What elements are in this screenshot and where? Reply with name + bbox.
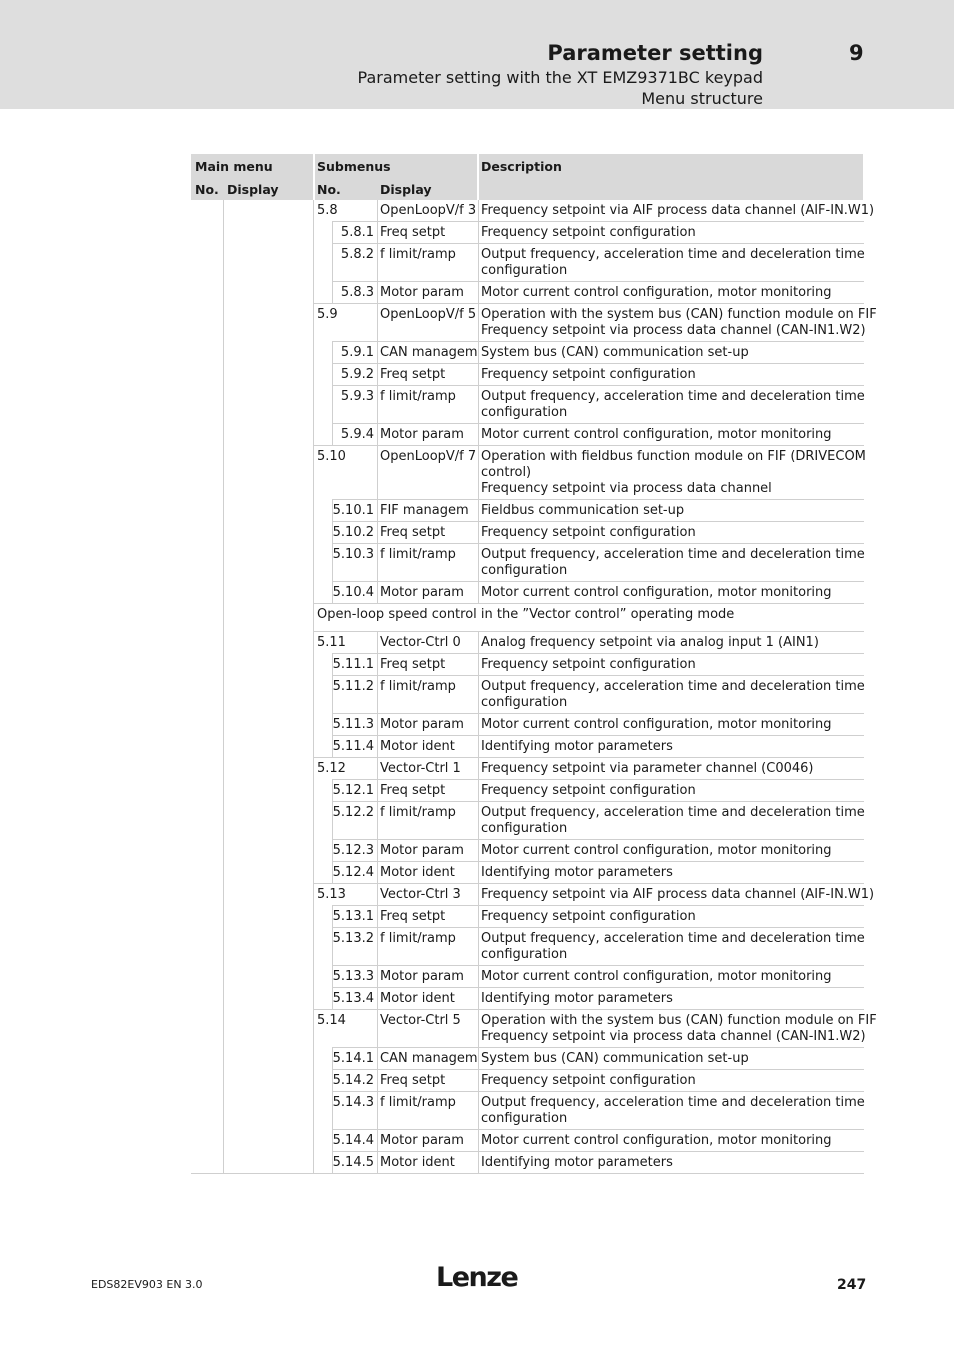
submenu-description: configuration	[481, 405, 568, 420]
submenu-description: Analog frequency setpoint via analog input 1 (AIN1)	[481, 635, 819, 650]
submenu-display: Motor ident	[380, 991, 455, 1006]
row-divider	[332, 363, 864, 364]
column-divider	[478, 840, 479, 862]
column-divider	[332, 500, 333, 522]
submenu-number: 5.9.4	[340, 427, 374, 442]
column-divider	[332, 1070, 333, 1092]
column-divider	[478, 1048, 479, 1070]
submenu-number: 5.13.2	[332, 931, 374, 946]
submenu-number: 5.12.4	[332, 865, 374, 880]
column-divider	[377, 988, 378, 1010]
submenu-number: 5.14.2	[332, 1073, 374, 1088]
column-divider	[377, 654, 378, 676]
column-divider	[377, 1070, 378, 1092]
column-divider	[377, 780, 378, 802]
column-divider	[332, 714, 333, 736]
submenu-number: 5.14.4	[332, 1133, 374, 1148]
column-divider	[332, 364, 333, 386]
submenu-display: f limit/ramp	[380, 679, 456, 694]
column-divider	[332, 988, 333, 1010]
submenu-description: Operation with the system bus (CAN) function module on FIF	[481, 307, 877, 322]
column-divider	[332, 736, 333, 758]
submenu-description: Output frequency, acceleration time and deceleration time	[481, 1095, 865, 1110]
column-divider	[332, 654, 333, 676]
column-divider	[332, 966, 333, 988]
row-divider	[332, 499, 864, 500]
submenu-display: Freq setpt	[380, 1073, 446, 1088]
submenu-description: configuration	[481, 563, 568, 578]
row-divider	[332, 927, 864, 928]
column-divider	[332, 1152, 333, 1174]
column-divider	[377, 282, 378, 304]
column-divider	[377, 222, 378, 244]
row-divider	[332, 965, 864, 966]
column-divider	[377, 966, 378, 988]
submenu-display: Freq setpt	[380, 367, 446, 382]
column-divider	[377, 424, 378, 446]
column-divider	[478, 446, 479, 500]
header-submenus: Submenus	[317, 159, 391, 174]
submenu-description: configuration	[481, 1111, 568, 1126]
column-divider	[377, 446, 378, 500]
column-divider	[478, 1152, 479, 1174]
submenu-number: 5.12.3	[332, 843, 374, 858]
row-divider	[313, 445, 864, 446]
column-divider	[478, 884, 479, 906]
submenu-description: Frequency setpoint configuration	[481, 367, 696, 382]
submenu-number: 5.12	[317, 761, 346, 776]
submenu-description: Output frequency, acceleration time and deceleration time	[481, 931, 865, 946]
submenu-description: Operation with fieldbus function module on FIF (DRIVECOM	[481, 449, 866, 464]
submenu-number: 5.13.3	[332, 969, 374, 984]
submenu-display: Motor param	[380, 585, 464, 600]
column-divider	[478, 676, 479, 714]
column-divider	[377, 522, 378, 544]
column-divider	[377, 758, 378, 780]
column-divider	[377, 802, 378, 840]
row-divider	[332, 281, 864, 282]
column-divider	[377, 1010, 378, 1048]
submenu-description: Motor current control configuration, motor monitoring	[481, 843, 832, 858]
submenu-display: f limit/ramp	[380, 389, 456, 404]
row-divider	[332, 1047, 864, 1048]
chapter-title: Parameter setting	[547, 41, 763, 65]
submenu-description: Output frequency, acceleration time and deceleration time	[481, 247, 865, 262]
submenu-display: Freq setpt	[380, 525, 446, 540]
submenu-number: 5.9.2	[340, 367, 374, 382]
column-divider	[478, 988, 479, 1010]
submenu-description: Motor current control configuration, motor monitoring	[481, 1133, 832, 1148]
column-divider	[478, 222, 479, 244]
submenu-number: 5.13	[317, 887, 346, 902]
submenu-display: Motor ident	[380, 865, 455, 880]
row-divider	[332, 1091, 864, 1092]
column-divider	[377, 304, 378, 342]
submenu-display: f limit/ramp	[380, 547, 456, 562]
submenu-display: f limit/ramp	[380, 247, 456, 262]
row-divider	[313, 603, 864, 604]
row-divider	[332, 385, 864, 386]
column-divider	[377, 200, 378, 222]
submenu-display: Freq setpt	[380, 909, 446, 924]
row-divider	[332, 341, 864, 342]
submenu-description: System bus (CAN) communication set-up	[481, 345, 749, 360]
submenu-display: Motor param	[380, 285, 464, 300]
column-divider	[332, 802, 333, 840]
column-divider	[332, 780, 333, 802]
row-divider	[332, 243, 864, 244]
submenu-description: Fieldbus communication set-up	[481, 503, 685, 518]
row-divider	[332, 987, 864, 988]
column-divider	[478, 1130, 479, 1152]
row-divider	[332, 713, 864, 714]
column-divider	[478, 200, 479, 222]
submenu-description: configuration	[481, 695, 568, 710]
row-divider	[191, 1173, 864, 1174]
submenu-description: Motor current control configuration, motor monitoring	[481, 969, 832, 984]
submenu-display: CAN managem	[380, 1051, 478, 1066]
row-divider	[332, 1069, 864, 1070]
column-divider	[377, 862, 378, 884]
column-divider	[478, 424, 479, 446]
page-header	[0, 0, 954, 109]
row-divider	[332, 543, 864, 544]
row-divider	[313, 303, 864, 304]
row-divider	[332, 221, 864, 222]
column-divider	[478, 582, 479, 604]
column-divider	[478, 500, 479, 522]
column-divider	[313, 200, 314, 1174]
submenu-display: Vector-Ctrl 3	[380, 887, 461, 902]
subsection-title: Menu structure	[641, 89, 763, 108]
row-divider	[313, 757, 864, 758]
column-divider	[478, 364, 479, 386]
lenze-logo: Lenze	[436, 1262, 518, 1293]
submenu-description: Identifying motor parameters	[481, 865, 673, 880]
section-title: Parameter setting with the XT EMZ9371BC keypad	[357, 68, 763, 87]
submenu-description: control)	[481, 465, 532, 480]
column-divider	[377, 386, 378, 424]
row-divider	[332, 1151, 864, 1152]
column-divider	[478, 654, 479, 676]
column-divider	[332, 1130, 333, 1152]
submenu-description: System bus (CAN) communication set-up	[481, 1051, 749, 1066]
row-divider	[332, 839, 864, 840]
header-sub-display: Display	[380, 182, 432, 197]
header-main-menu: Main menu	[195, 159, 273, 174]
submenu-number: 5.13.4	[332, 991, 374, 1006]
row-divider	[332, 653, 864, 654]
row-divider	[332, 581, 864, 582]
submenu-number: 5.10.4	[332, 585, 374, 600]
row-divider	[332, 779, 864, 780]
column-divider	[478, 758, 479, 780]
column-divider	[332, 928, 333, 966]
submenu-description: Identifying motor parameters	[481, 991, 673, 1006]
submenu-display: Freq setpt	[380, 783, 446, 798]
column-divider	[377, 1152, 378, 1174]
submenu-number: 5.8.1	[340, 225, 374, 240]
column-divider	[478, 244, 479, 282]
submenu-display: Motor param	[380, 969, 464, 984]
submenu-number: 5.14.1	[332, 1051, 374, 1066]
submenu-description: Motor current control configuration, motor monitoring	[481, 427, 832, 442]
submenu-display: Vector-Ctrl 5	[380, 1013, 461, 1028]
column-divider	[478, 780, 479, 802]
column-divider	[377, 1092, 378, 1130]
column-divider	[332, 544, 333, 582]
submenu-description: Operation with the system bus (CAN) function module on FIF	[481, 1013, 877, 1028]
column-divider	[478, 714, 479, 736]
submenu-number: 5.8.2	[340, 247, 374, 262]
submenu-description: Frequency setpoint configuration	[481, 225, 696, 240]
column-divider	[377, 676, 378, 714]
submenu-description: Frequency setpoint via process data channel (CAN-IN1.W2)	[481, 1029, 866, 1044]
submenu-display: Vector-Ctrl 1	[380, 761, 461, 776]
submenu-number: 5.11.2	[332, 679, 374, 694]
submenu-description: configuration	[481, 821, 568, 836]
column-divider	[478, 736, 479, 758]
column-divider	[332, 282, 333, 304]
submenu-display: f limit/ramp	[380, 805, 456, 820]
column-divider	[478, 282, 479, 304]
row-divider	[332, 735, 864, 736]
submenu-display: Motor param	[380, 1133, 464, 1148]
column-divider	[478, 632, 479, 654]
header-main-display: Display	[227, 182, 279, 197]
submenu-number: 5.10.3	[332, 547, 374, 562]
column-divider	[478, 906, 479, 928]
submenu-display: OpenLoopV/f 3	[380, 203, 477, 218]
column-divider	[478, 1092, 479, 1130]
column-divider	[332, 582, 333, 604]
column-divider	[478, 386, 479, 424]
submenu-display: Motor ident	[380, 1155, 455, 1170]
submenu-description: Motor current control configuration, motor monitoring	[481, 585, 832, 600]
submenu-display: CAN managem	[380, 345, 478, 360]
header-main-no: No.	[195, 182, 219, 197]
row-divider	[313, 883, 864, 884]
column-divider	[332, 840, 333, 862]
chapter-number: 9	[849, 41, 864, 65]
column-divider	[377, 884, 378, 906]
submenu-number: 5.9	[317, 307, 338, 322]
column-divider	[332, 906, 333, 928]
column-divider	[377, 928, 378, 966]
submenu-number: 5.11.1	[332, 657, 374, 672]
submenu-description: Identifying motor parameters	[481, 739, 673, 754]
submenu-display: Motor param	[380, 717, 464, 732]
column-divider	[332, 676, 333, 714]
column-divider	[377, 1048, 378, 1070]
submenu-number: 5.8.3	[340, 285, 374, 300]
menu-structure-table	[191, 154, 877, 1170]
submenu-display: OpenLoopV/f 7	[380, 449, 477, 464]
submenu-display: OpenLoopV/f 5	[380, 307, 477, 322]
submenu-display: Motor param	[380, 843, 464, 858]
column-divider	[377, 342, 378, 364]
submenu-display: FIF managem	[380, 503, 469, 518]
column-divider	[377, 736, 378, 758]
column-divider	[377, 906, 378, 928]
submenu-display: f limit/ramp	[380, 931, 456, 946]
submenu-description: Frequency setpoint configuration	[481, 657, 696, 672]
column-divider	[332, 862, 333, 884]
submenu-number: 5.10	[317, 449, 346, 464]
column-divider	[377, 364, 378, 386]
submenu-number: 5.10.2	[332, 525, 374, 540]
column-divider	[478, 802, 479, 840]
submenu-description: Output frequency, acceleration time and deceleration time	[481, 389, 865, 404]
page-number: 247	[837, 1277, 867, 1293]
submenu-description: Frequency setpoint configuration	[481, 783, 696, 798]
column-divider	[478, 342, 479, 364]
submenu-number: 5.14.3	[332, 1095, 374, 1110]
column-divider	[377, 500, 378, 522]
submenu-number: 5.10.1	[332, 503, 374, 518]
row-divider	[332, 905, 864, 906]
column-divider	[332, 1092, 333, 1130]
submenu-description: configuration	[481, 947, 568, 962]
submenu-description: Frequency setpoint via AIF process data channel (AIF-IN.W1)	[481, 887, 875, 902]
row-divider	[332, 521, 864, 522]
submenu-number: 5.9.1	[340, 345, 374, 360]
column-divider	[478, 304, 479, 342]
submenu-description: Frequency setpoint configuration	[481, 525, 696, 540]
submenu-description: Frequency setpoint via parameter channel (C0046)	[481, 761, 814, 776]
header-sub-no: No.	[317, 182, 341, 197]
submenu-description: Frequency setpoint via process data channel (CAN-IN1.W2)	[481, 323, 866, 338]
column-divider	[377, 544, 378, 582]
submenu-display: f limit/ramp	[380, 1095, 456, 1110]
row-divider	[332, 801, 864, 802]
submenu-number: 5.12.2	[332, 805, 374, 820]
submenu-description: Motor current control configuration, motor monitoring	[481, 285, 832, 300]
column-divider	[377, 714, 378, 736]
column-divider	[377, 840, 378, 862]
submenu-description: Output frequency, acceleration time and deceleration time	[481, 805, 865, 820]
column-divider	[223, 200, 224, 1174]
document-id: EDS82EV903 EN 3.0	[91, 1278, 203, 1291]
row-divider	[313, 631, 864, 632]
column-divider	[332, 342, 333, 364]
submenu-display: Freq setpt	[380, 225, 446, 240]
column-divider	[377, 632, 378, 654]
header-description: Description	[481, 159, 562, 174]
submenu-number: 5.9.3	[340, 389, 374, 404]
submenu-number: 5.11.4	[332, 739, 374, 754]
column-divider	[478, 544, 479, 582]
column-divider	[478, 862, 479, 884]
column-divider	[332, 1048, 333, 1070]
submenu-number: 5.11	[317, 635, 346, 650]
submenu-number: 5.14	[317, 1013, 346, 1028]
submenu-display: Freq setpt	[380, 657, 446, 672]
submenu-number: 5.13.1	[332, 909, 374, 924]
submenu-description: Output frequency, acceleration time and deceleration time	[481, 679, 865, 694]
column-divider	[478, 522, 479, 544]
submenu-description: Frequency setpoint configuration	[481, 1073, 696, 1088]
column-divider	[332, 386, 333, 424]
column-divider	[478, 1070, 479, 1092]
column-divider	[478, 1010, 479, 1048]
column-divider	[332, 522, 333, 544]
submenu-number: 5.8	[317, 203, 338, 218]
submenu-number: 5.12.1	[332, 783, 374, 798]
column-divider	[332, 222, 333, 244]
row-divider	[332, 675, 864, 676]
column-divider	[377, 582, 378, 604]
submenu-description: configuration	[481, 263, 568, 278]
submenu-description: Motor current control configuration, motor monitoring	[481, 717, 832, 732]
submenu-description: Frequency setpoint via process data channel	[481, 481, 772, 496]
column-divider	[332, 424, 333, 446]
column-divider	[478, 966, 479, 988]
submenu-description: Identifying motor parameters	[481, 1155, 673, 1170]
row-divider	[332, 861, 864, 862]
submenu-number: 5.11.3	[332, 717, 374, 732]
submenu-display: Motor param	[380, 427, 464, 442]
column-divider	[377, 1130, 378, 1152]
submenu-display: Vector-Ctrl 0	[380, 635, 461, 650]
column-divider	[377, 244, 378, 282]
submenu-number: 5.14.5	[332, 1155, 374, 1170]
row-divider	[332, 1129, 864, 1130]
submenu-display: Motor ident	[380, 739, 455, 754]
row-divider	[332, 423, 864, 424]
section-heading: Open-loop speed control in the ”Vector control” operating mode	[317, 607, 735, 622]
row-divider	[313, 1009, 864, 1010]
submenu-description: Output frequency, acceleration time and deceleration time	[481, 547, 865, 562]
column-divider	[478, 928, 479, 966]
submenu-description: Frequency setpoint via AIF process data channel (AIF-IN.W1)	[481, 203, 875, 218]
column-divider	[332, 244, 333, 282]
submenu-description: Frequency setpoint configuration	[481, 909, 696, 924]
